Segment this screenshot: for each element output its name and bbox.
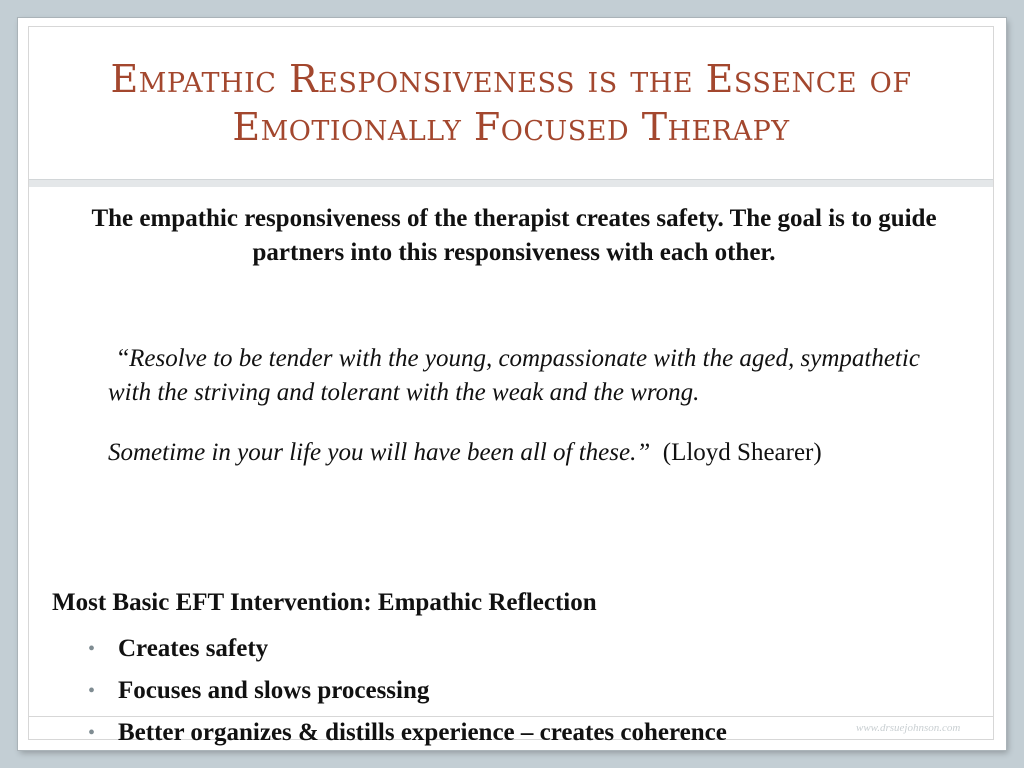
slide-title: Empathic Responsiveness is the Essence of Emotionally Focused Therapy — [110, 57, 912, 149]
quote-text: Resolve to be tender with the young, compassionate with the aged, sympathetic with the striving and tolerant with the weak and the wrong. — [108, 345, 920, 406]
section-heading: Most Basic EFT Intervention: Empathic Reflection — [52, 589, 597, 616]
bullet-text: Focuses and slows processing — [118, 677, 430, 704]
slide — [18, 18, 1006, 750]
quote-closing-line — [74, 436, 954, 470]
quote-closing-text: Sometime in your life you will have been all of these.” — [108, 439, 651, 466]
list-item — [82, 628, 727, 670]
title-area — [29, 27, 993, 179]
quote-paragraph — [74, 342, 968, 410]
bullet-text: Better organizes & distills experience – creates coherence — [118, 719, 727, 746]
footer-divider — [29, 716, 993, 717]
list-item — [82, 670, 727, 712]
bullet-dot-icon: • — [88, 680, 96, 702]
bullet-dot-icon: • — [88, 722, 96, 744]
watermark: www.drsuejohnson.com — [856, 722, 961, 734]
title-divider — [29, 179, 993, 187]
bullet-dot-icon: • — [88, 638, 96, 660]
slide-body — [74, 202, 954, 470]
bullet-text: Creates safety — [118, 635, 269, 662]
quote-open-mark: “ — [118, 345, 130, 372]
quote-attribution: (Lloyd Shearer) — [662, 439, 822, 466]
bullet-list — [82, 628, 727, 754]
intro-paragraph: The empathic responsiveness of the therapist creates safety. The goal is to guide partners into this responsiveness with each other. — [91, 205, 937, 266]
list-item — [82, 712, 727, 754]
